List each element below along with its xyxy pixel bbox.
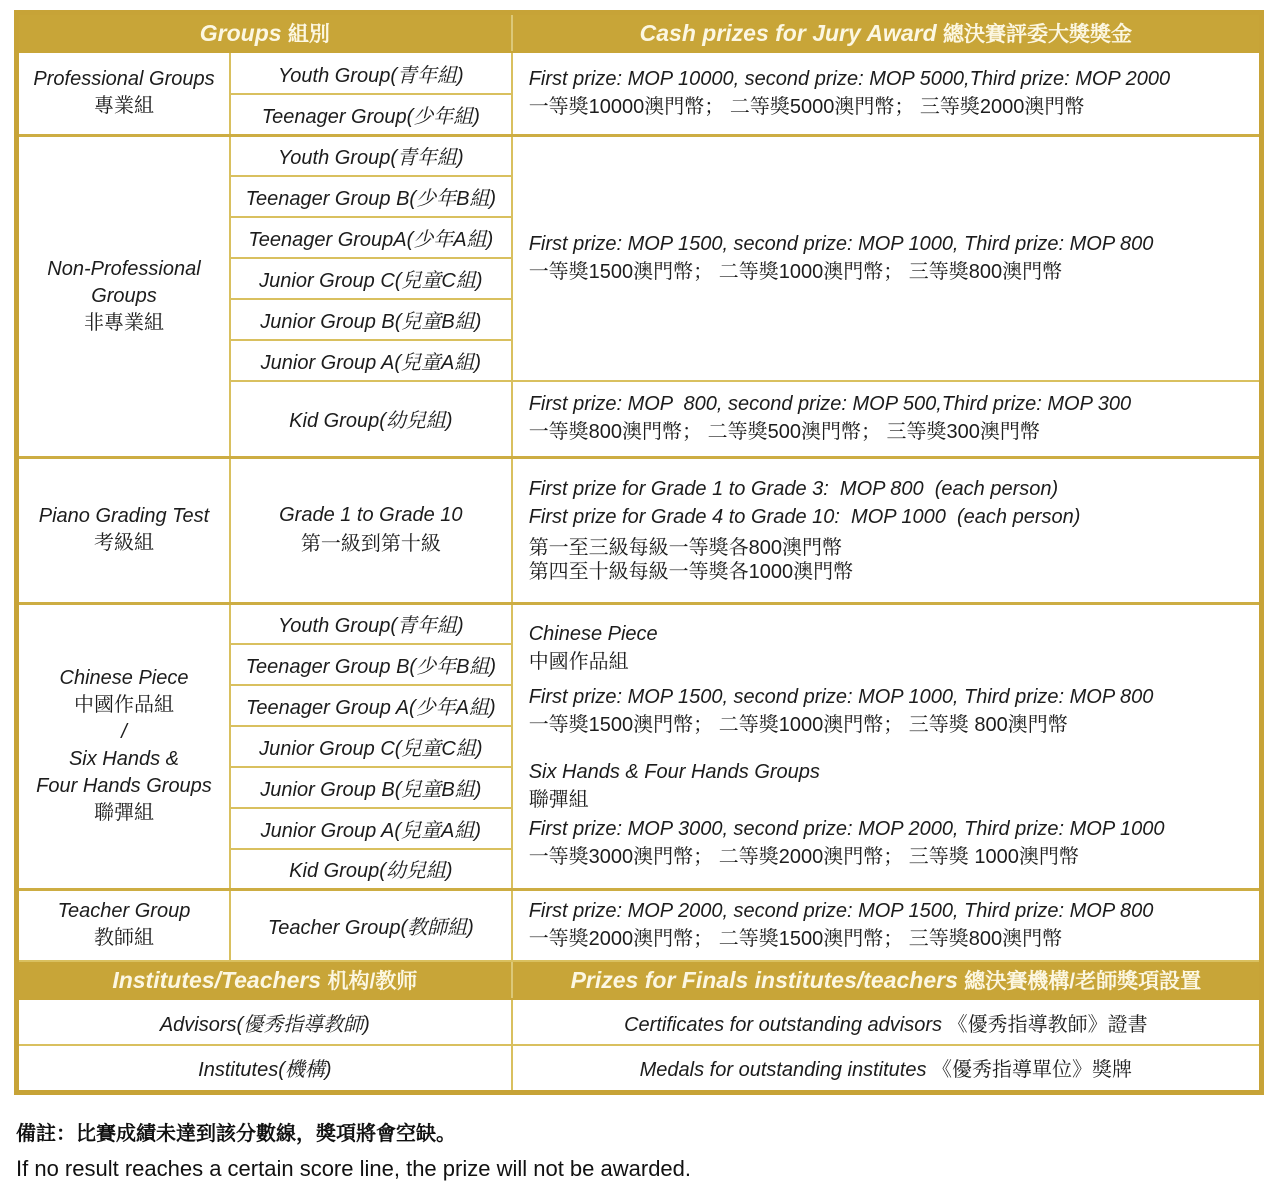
subgroup-label: Youth Group(青年組): [278, 64, 464, 87]
subgroup-cell: [230, 726, 512, 767]
subgroup-label: Junior Group B(兒童B組): [260, 311, 482, 333]
subgroup-label: Youth Group(青年組): [278, 147, 464, 170]
grading-range-cell: [230, 457, 512, 603]
chinesepiece-prize-cell: [512, 603, 1262, 889]
prize-line-zh: 一等獎1500澳門幣； 二等獎1000澳門幣； 三等獎800澳門幣: [528, 260, 1063, 283]
kid-prize-cell: [512, 381, 1262, 457]
grading-name-zh: 考級組: [94, 532, 154, 554]
subgroup-cell: [230, 685, 512, 726]
institutes-prize-zh: 《優秀指導單位》獎牌: [932, 1059, 1133, 1082]
advisors-label-cell: [17, 999, 512, 1045]
prize-line-zh: 第四至十級每級一等獎各1000澳門幣: [528, 561, 854, 583]
subgroup-cell: [230, 381, 512, 457]
prize-block-title-en: Six Hands & Four Hands Groups: [528, 761, 820, 783]
subgroup-label: Teenager Group(少年組): [261, 105, 480, 128]
header-prizes-zh: 總決賽評委大獎獎金: [943, 23, 1133, 46]
prize-table: [14, 10, 1264, 1095]
institutes-prize-cell: [512, 1045, 1262, 1092]
grading-name-en: Piano Grading Test: [38, 505, 210, 527]
professional-name-zh: 專業組: [94, 95, 154, 118]
prize-line-zh: 一等獎2000澳門幣； 二等獎1500澳門幣； 三等獎800澳門幣: [528, 927, 1063, 950]
table-row-institutes: [17, 1045, 1262, 1092]
header-institutes-en: Institutes/Teachers: [112, 967, 322, 993]
prize-line-en: First prize: MOP 1500, second prize: MOP 1000, Third prize: MOP 800: [528, 686, 1154, 708]
professional-prize-cell: [512, 52, 1262, 135]
grading-name-cell: [17, 457, 231, 603]
table-row-teacher: [17, 889, 1262, 961]
prize-line-zh: 一等獎10000澳門幣； 二等獎5000澳門幣； 三等獎2000澳門幣: [528, 95, 1085, 118]
subgroup-label: Teenager GroupA(少年A組): [248, 229, 494, 251]
subgroup-label: Kid Group(幼兒組): [289, 410, 453, 433]
prize-line-en: First prize: MOP 800, second prize: MOP 500,Third prize: MOP 300: [528, 393, 1132, 416]
subgroup-cell: [230, 767, 512, 808]
advisors-prize-cell: [512, 999, 1262, 1045]
professional-name-en: Professional Groups: [33, 68, 215, 91]
subgroup-cell: [230, 299, 512, 340]
subgroup-cell: [230, 94, 512, 135]
footer-notes: [16, 1117, 1280, 1182]
nonprofessional-name-zh: 非專業組: [84, 311, 164, 334]
prize-line-zh: 一等獎3000澳門幣； 二等獎2000澳門幣； 三等獎 1000澳門幣: [528, 846, 1079, 868]
prize-line-en: First prize: MOP 10000, second prize: MOP 5000,Third prize: MOP 2000: [528, 67, 1171, 90]
header-groups-en: Groups: [199, 20, 282, 46]
subgroup-label: Junior Group C(兒童C組): [259, 270, 483, 292]
subgroup-label: Junior Group A(兒童A組): [260, 820, 482, 842]
subgroup-label: Youth Group(青年組): [278, 615, 464, 638]
note-en: If no result reaches a certain score line, the prize will not be awarded.: [16, 1155, 692, 1181]
subgroup-label: Teenager Group B(少年B組): [245, 656, 497, 678]
spacer: [529, 740, 1243, 758]
institutes-label: Institutes(機構): [198, 1059, 332, 1082]
header-institutes-cell: [17, 961, 512, 999]
subgroup-cell: [230, 135, 512, 176]
chinesepiece-name-line: /: [121, 721, 127, 743]
grading-range-en: Grade 1 to Grade 10: [279, 504, 463, 526]
header-finals-prizes-zh: 總決賽機構/老師獎項設置: [964, 970, 1202, 993]
chinesepiece-name-line: Chinese Piece: [59, 667, 189, 689]
teacher-name-en: Teacher Group: [57, 900, 191, 923]
prize-line-zh: 第一至三級每級一等獎各800澳門幣: [528, 537, 843, 560]
subgroup-label: Junior Group B(兒童B組): [260, 779, 482, 801]
prize-block-title-zh: 聯彈組: [528, 789, 589, 811]
subgroup-cell: [230, 849, 512, 889]
nonprofessional-prize-cell: [512, 135, 1262, 381]
prize-line-en: First prize for Grade 4 to Grade 10: MOP 1000 (each person): [528, 506, 1081, 529]
institutes-prize-en: Medals for outstanding institutes: [639, 1059, 927, 1082]
header-groups-zh: 組別: [287, 23, 330, 46]
note-zh: 備註：比賽成績未達到該分數線，獎項將會空缺。: [16, 1122, 456, 1145]
chinesepiece-name-line: Four Hands Groups: [36, 775, 212, 797]
table-header-institutes: [17, 961, 1262, 999]
advisors-prize-zh: 《優秀指導教師》證書: [947, 1013, 1148, 1036]
teacher-name-zh: 教師組: [94, 927, 154, 950]
header-finals-prizes-cell: [512, 961, 1262, 999]
chinesepiece-name-line: 聯彈組: [94, 802, 154, 824]
institutes-label-cell: [17, 1045, 512, 1092]
advisors-label: Advisors(優秀指導教師): [159, 1013, 370, 1036]
table-row-grading: [17, 457, 1262, 603]
nonprofessional-name-en: Non-Professional Groups: [47, 257, 201, 307]
table-header-groups: [17, 13, 1262, 53]
subgroup-cell: [230, 644, 512, 685]
chinesepiece-name-cell: [17, 603, 231, 889]
grading-range-zh: 第一級到第十級: [300, 533, 441, 555]
subgroup-cell: [230, 217, 512, 258]
chinesepiece-name-line: Six Hands &: [68, 748, 180, 770]
teacher-name-cell: [17, 889, 231, 961]
table-row-nonprofessional-1: [17, 135, 1262, 176]
table-row-chinesepiece-1: [17, 603, 1262, 644]
prize-line-zh: 一等獎800澳門幣； 二等獎500澳門幣； 三等獎300澳門幣: [528, 421, 1040, 444]
prize-line-en: First prize: MOP 3000, second prize: MOP 2000, Third prize: MOP 1000: [528, 818, 1165, 840]
advisors-prize-en: Certificates for outstanding advisors: [624, 1013, 943, 1036]
subgroup-cell: [230, 176, 512, 217]
subgroup-label: Kid Group(幼兒組): [289, 860, 453, 883]
subgroup-label: Junior Group A(兒童A組): [260, 352, 482, 374]
nonprofessional-name-cell: [17, 135, 231, 457]
chinesepiece-name-line: 中國作品組: [74, 694, 174, 716]
subgroup-cell: [230, 603, 512, 644]
header-prizes-cell: [512, 13, 1262, 53]
prize-line-en: First prize for Grade 1 to Grade 3: MOP 800 (each person): [528, 478, 1059, 501]
header-prizes-en: Cash prizes for Jury Award: [639, 20, 937, 46]
subgroup-cell: [230, 889, 512, 961]
prize-block-title-en: Chinese Piece: [528, 623, 658, 645]
header-institutes-zh: 机构/教师: [327, 970, 418, 993]
page: [0, 10, 1280, 1193]
subgroup-label: Teacher Group(教師組): [267, 916, 474, 939]
subgroup-cell: [230, 340, 512, 381]
prize-line-en: First prize: MOP 1500, second prize: MOP 1000, Third prize: MOP 800: [528, 232, 1154, 255]
header-finals-prizes-en: Prizes for Finals institutes/teachers: [570, 967, 958, 993]
prize-line-zh: 一等獎1500澳門幣； 二等獎1000澳門幣； 三等獎 800澳門幣: [528, 714, 1068, 736]
grading-prize-cell: [512, 457, 1262, 603]
table-row-advisors: [17, 999, 1262, 1045]
professional-name-cell: [17, 52, 231, 135]
prize-line-en: First prize: MOP 2000, second prize: MOP 1500, Third prize: MOP 800: [528, 899, 1154, 922]
table-row-professional-1: [17, 52, 1262, 94]
prize-block-title-zh: 中國作品組: [528, 651, 629, 673]
subgroup-cell: [230, 52, 512, 94]
teacher-prize-cell: [512, 889, 1262, 961]
subgroup-cell: [230, 808, 512, 849]
subgroup-label: Teenager Group A(少年A組): [245, 697, 496, 719]
header-groups-cell: [17, 13, 512, 53]
subgroup-label: Junior Group C(兒童C組): [259, 738, 483, 760]
subgroup-label: Teenager Group B(少年B組): [245, 188, 497, 210]
subgroup-cell: [230, 258, 512, 299]
